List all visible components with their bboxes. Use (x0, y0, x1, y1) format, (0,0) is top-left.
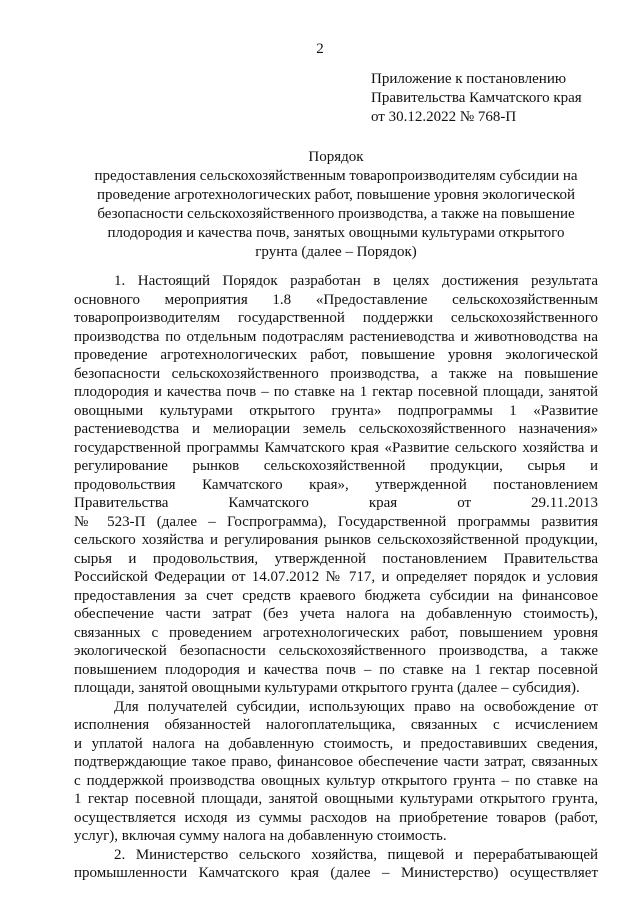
body-line: и уплатой налога на добавленную стоимость, и предоставивших сведения, (74, 735, 598, 752)
title-line: безопасности сельскохозяйственного производства, а также на повышение (97, 206, 575, 222)
title-line: грунта (далее – Порядок) (255, 244, 417, 260)
body-line: безопасности сельскохозяйственного производства, а также на повышение (74, 365, 598, 382)
body-line: регулирование рынков сельскохозяйственной продукции, сырья и (74, 458, 598, 474)
body-line: предоставления за счет средств краевого бюджета субсидии на финансовое (74, 587, 598, 604)
title-heading: Порядок (308, 149, 364, 165)
body-line: проведение агротехнологических работ, повышение уровня экологической (74, 347, 598, 363)
appendix-line: Приложение к постановлению (371, 71, 567, 87)
body-line: 1 гектар посевной площади, занятой овощными культурами открытого грунта, (74, 791, 598, 807)
body-line: повышением плодородия и качества почв – по ставке на 1 гектар посевной (74, 661, 598, 678)
body-line: Для получателей субсидии, использующих право на освобождение от (114, 698, 598, 715)
body-line: площади, занятой овощными культурами открытого грунта (далее – субсидия). (74, 680, 580, 696)
body-line: Правительства Камчатского края от 29.11.2013 (74, 495, 598, 511)
body-line: связанных с проведением агротехнологических работ, повышением уровня (74, 624, 598, 641)
appendix-line: Правительства Камчатского края (371, 90, 582, 106)
body-line: осуществляется исходя из суммы расходов на приобретение товаров (работ, (74, 809, 598, 826)
body-line: Российской Федерации от 14.07.2012 № 717, и определяет порядок и условия (74, 569, 598, 585)
body-line: растениеводства и мелиорации земель сельскохозяйственного назначения» (74, 421, 598, 437)
body-line: овощными культурами открытого грунта» подпрограммы 1 «Развитие (74, 402, 598, 419)
body-line: производства по отдельным подотраслям растениеводства и животноводства на (74, 328, 598, 345)
appendix-reference (371, 70, 611, 127)
appendix-line: от 30.12.2022 № 768-П (371, 109, 517, 125)
body-line: исполнения обязанностей налогоплательщика, связанных с исчислением (74, 717, 598, 733)
document-title (74, 148, 598, 262)
document-body (74, 272, 598, 883)
body-line: основного мероприятия 1.8 «Предоставление сельскохозяйственным (74, 291, 598, 308)
page-number: 2 (316, 41, 324, 57)
body-line: обеспечение части затрат (без учета налога на добавленную стоимость), (74, 606, 598, 622)
body-line: № 523-П (далее – Госпрограмма), Государственной программы развития (74, 513, 598, 530)
body-line: сельского хозяйства и регулирования рынков сельскохозяйственной продукции, (74, 532, 598, 548)
body-line: подтверждающие такое право, финансовое обеспечение части затрат, связанных (74, 754, 598, 770)
title-line: предоставления сельскохозяйственным товаропроизводителям субсидии на (94, 168, 578, 184)
title-line: плодородия и качества почв, занятых овощными культурами открытого (107, 225, 565, 241)
body-line: продовольствия Камчатского края», утвержденной постановлением (74, 476, 598, 493)
body-line: 2. Министерство сельского хозяйства, пищевой и перерабатывающей (114, 846, 598, 863)
body-line: государственной программы Камчатского края «Развитие сельского хозяйства и (74, 439, 598, 456)
body-line: плодородия и качества почв – по ставке на 1 гектар посевной площади, занятой (74, 384, 598, 400)
body-line: промышленности Камчатского края (далее – Министерство) осуществляет (74, 865, 598, 881)
title-line: проведение агротехнологических работ, повышение уровня экологической (96, 187, 575, 203)
body-line: товаропроизводителям государственной поддержки сельскохозяйственного (74, 310, 598, 326)
body-line: экологической безопасности сельскохозяйственного производства, а также (74, 643, 598, 659)
body-line: услуг), включая сумму налога на добавленную стоимость. (74, 828, 447, 844)
body-line: 1. Настоящий Порядок разработан в целях достижения результата (114, 273, 598, 289)
body-line: сырья и продовольствия, утвержденной постановлением Правительства (74, 550, 598, 567)
body-line: с поддержкой производства овощных культур открытого грунта – по ставке на (74, 772, 598, 789)
